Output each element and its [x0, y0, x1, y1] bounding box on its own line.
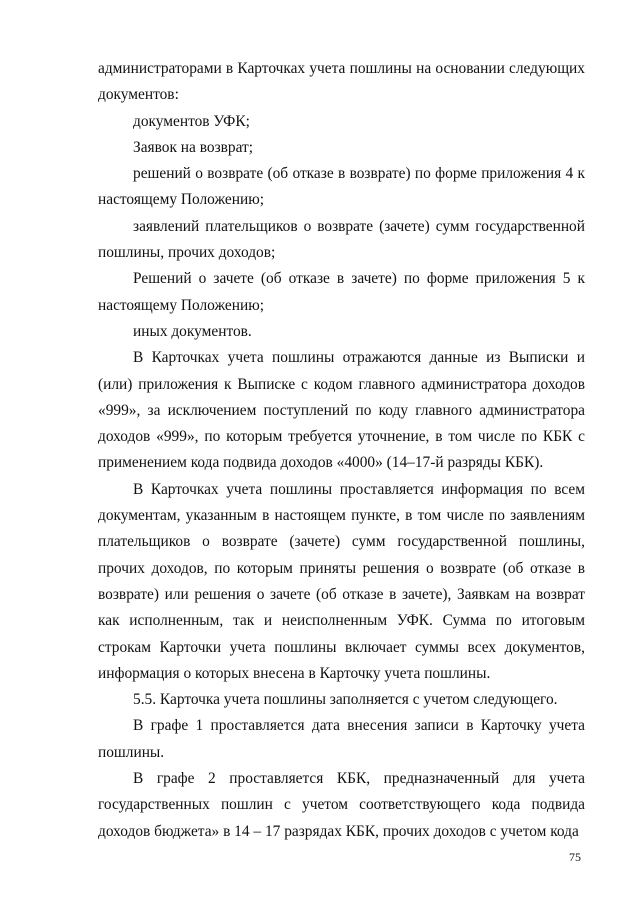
body-text — [98, 56, 585, 845]
paragraph-11: В графе 1 проставляется дата внесения записи в Карточку учета пошлины. — [98, 717, 585, 761]
paragraph-2: документов УФК; — [133, 112, 250, 130]
paragraph-1: администраторами в Карточках учета пошлины на основании следующих документов: — [98, 60, 585, 104]
paragraph-12: В графе 2 проставляется КБК, предназначенный для учета государственных пошлин с учетом соответствующего кода подвида доходов бюджета» в 14 – 17 разрядах КБК, прочих доходов с учетом кода — [98, 770, 585, 840]
paragraph-9: В Карточках учета пошлины проставляется информация по всем документам, указанным в настоящем пункте, в том числе по заявлениям плательщиков о возврате (зачете) сумм государственной пошлины, прочих доходов, по которым приняты решения о возврате (об отказе в возврате) или решения о зачете (об отказе в зачете), Заявкам на возврат как исполненным, так и неисполненным УФК. Сумма по итоговым строкам Карточки учета пошлины включает суммы всех документов, информация о которых внесена в Карточку учета пошлины. — [98, 480, 585, 682]
paragraph-10: 5.5. Карточка учета пошлины заполняется с учетом следующего. — [133, 691, 558, 709]
paragraph-6: Решений о зачете (об отказе в зачете) по форме приложения 5 к настоящему Положению; — [98, 270, 585, 314]
paragraph-5: заявлений плательщиков о возврате (зачете) сумм государственной пошлины, прочих доходов; — [98, 217, 585, 262]
page-number: 75 — [569, 850, 581, 864]
paragraph-3: Заявок на возврат; — [133, 138, 254, 156]
paragraph-8: В Карточках учета пошлины отражаются данные из Выписки и (или) приложения к Выписке с кодом главного администратора доходов «999», за исключением поступлений по коду главного администратора доходов «999», по которым требуется уточнение, в том числе по КБК с применением кода подвида доходов «4000» (14–17-й разряды КБК). — [98, 349, 585, 472]
paragraph-4: решений о возврате (об отказе в возврате) по форме приложения 4 к настоящему Положению; — [98, 165, 585, 209]
paragraph-7: иных документов. — [133, 322, 252, 340]
